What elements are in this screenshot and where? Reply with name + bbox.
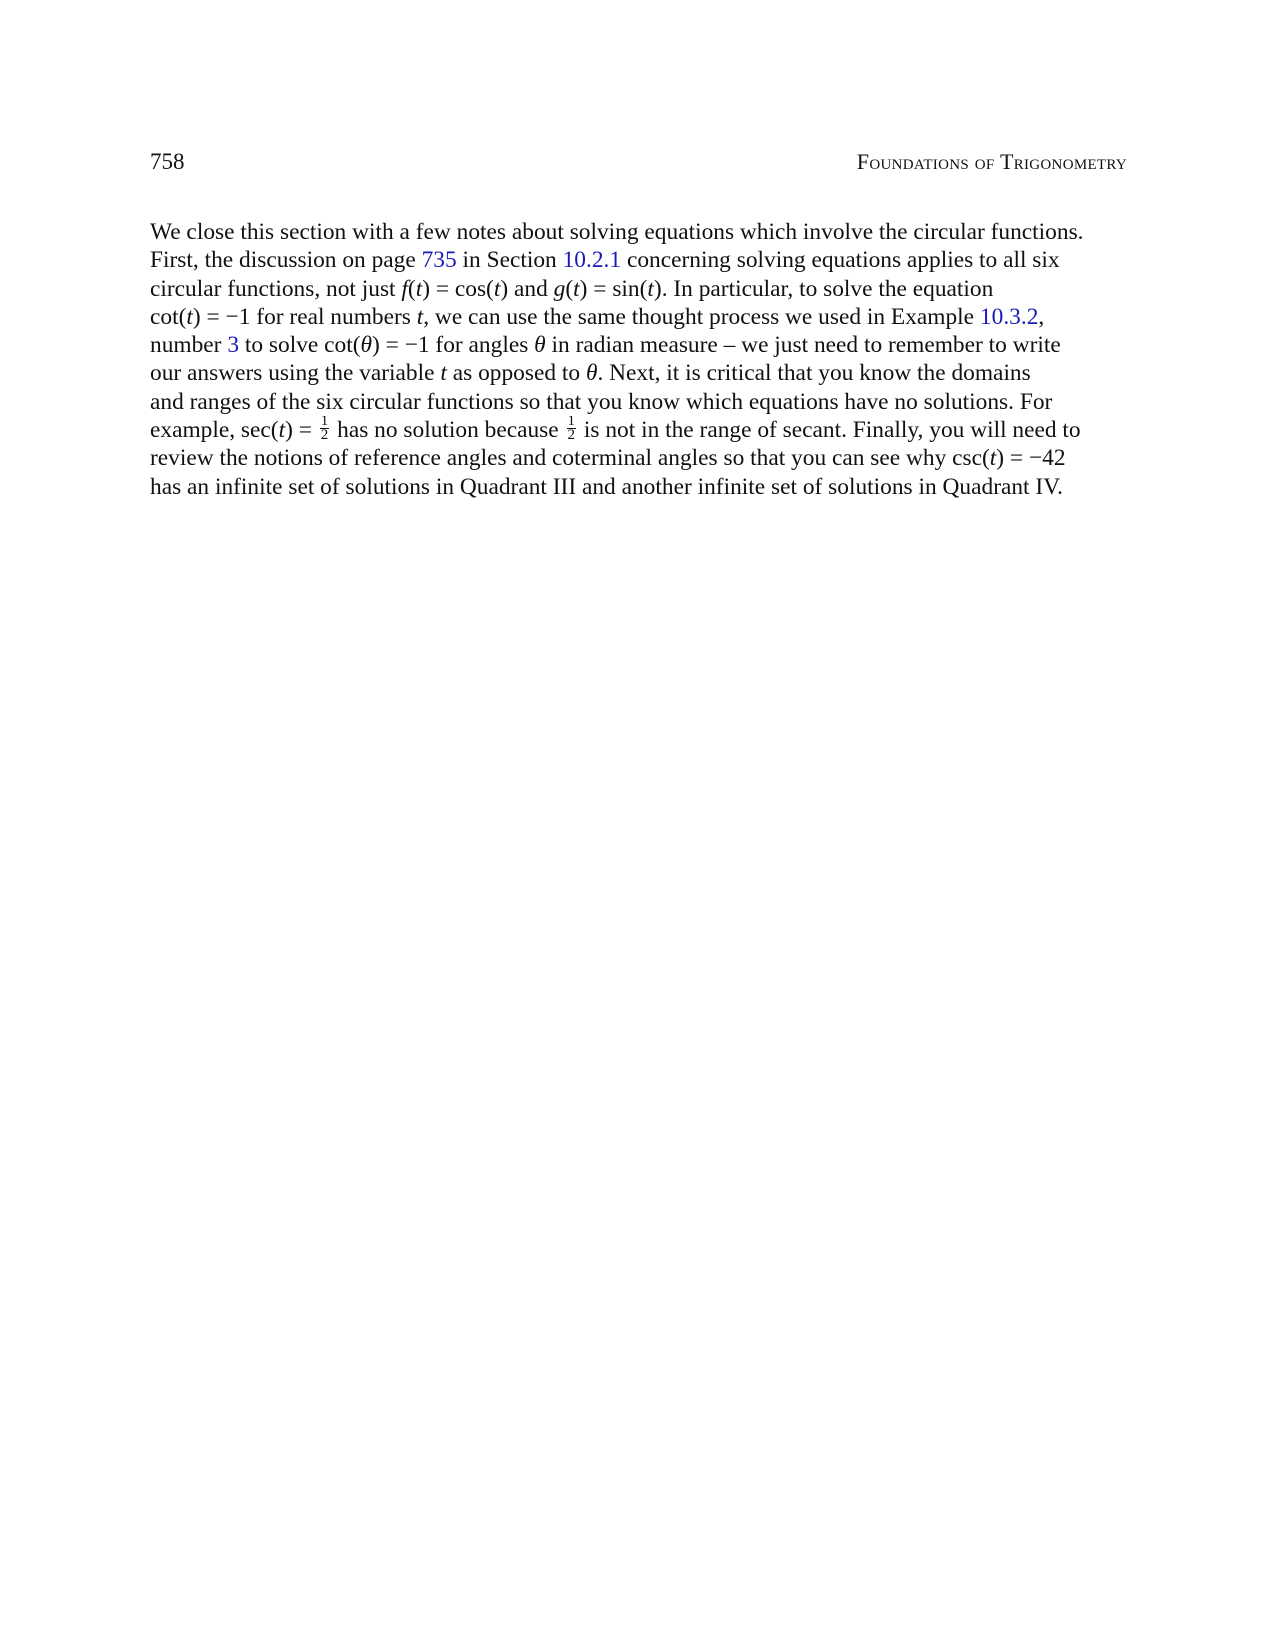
one-half-fraction: $\frac{1}{2}$	[320, 416, 329, 444]
paragraph-line-10: has an infinite set of solutions in Quadrant III and another infinite set of solutions in Quadrant IV.	[150, 473, 1063, 500]
paragraph-line-9: review the notions of reference angles and coterminal angles so that you can see why csc(t) = −42	[150, 445, 1066, 472]
paragraph-line-7: and ranges of the six circular functions so that you know which equations have no solutions. For	[150, 388, 1053, 415]
page-735-link[interactable]: 735	[421, 247, 457, 274]
paragraph-line-3: circular functions, not just f(t) = cos(t) and g(t) = sin(t). In particular, to solve the equation	[150, 275, 994, 302]
example-10-3-2-link[interactable]: 10.3.2	[979, 303, 1039, 330]
paragraph-line-2: First, the discussion on page 735 in Section 10.2.1 concerning solving equations applies to all six	[150, 247, 1060, 274]
paragraph-line-4: cot(t) = −1 for real numbers t, we can use the same thought process we used in Example 10.3.2,	[150, 303, 1045, 330]
paragraph-line-1: We close this section with a few notes about solving equations which involve the circular functions.	[150, 219, 1084, 245]
body-paragraph	[150, 218, 1127, 501]
paragraph-line-5: number 3 to solve cot(θ) = −1 for angles θ in radian measure – we just need to remember to write	[150, 332, 1061, 359]
paragraph-line-6: our answers using the variable t as opposed to θ. Next, it is critical that you know the domains	[150, 360, 1031, 387]
page-number: 758	[150, 149, 185, 174]
number-3-link[interactable]: 3	[227, 332, 240, 359]
running-head: Foundations of Trigonometry	[856, 149, 1127, 174]
section-10-2-1-link[interactable]: 10.2.1	[562, 247, 622, 274]
paragraph-line-8: example, sec(t) = $\frac{1}{2}$ has no solution because $\frac{1}{2}$ is not in the range of secant. Finally, you will need to	[150, 416, 1081, 444]
one-half-fraction: $\frac{1}{2}$	[567, 416, 576, 444]
